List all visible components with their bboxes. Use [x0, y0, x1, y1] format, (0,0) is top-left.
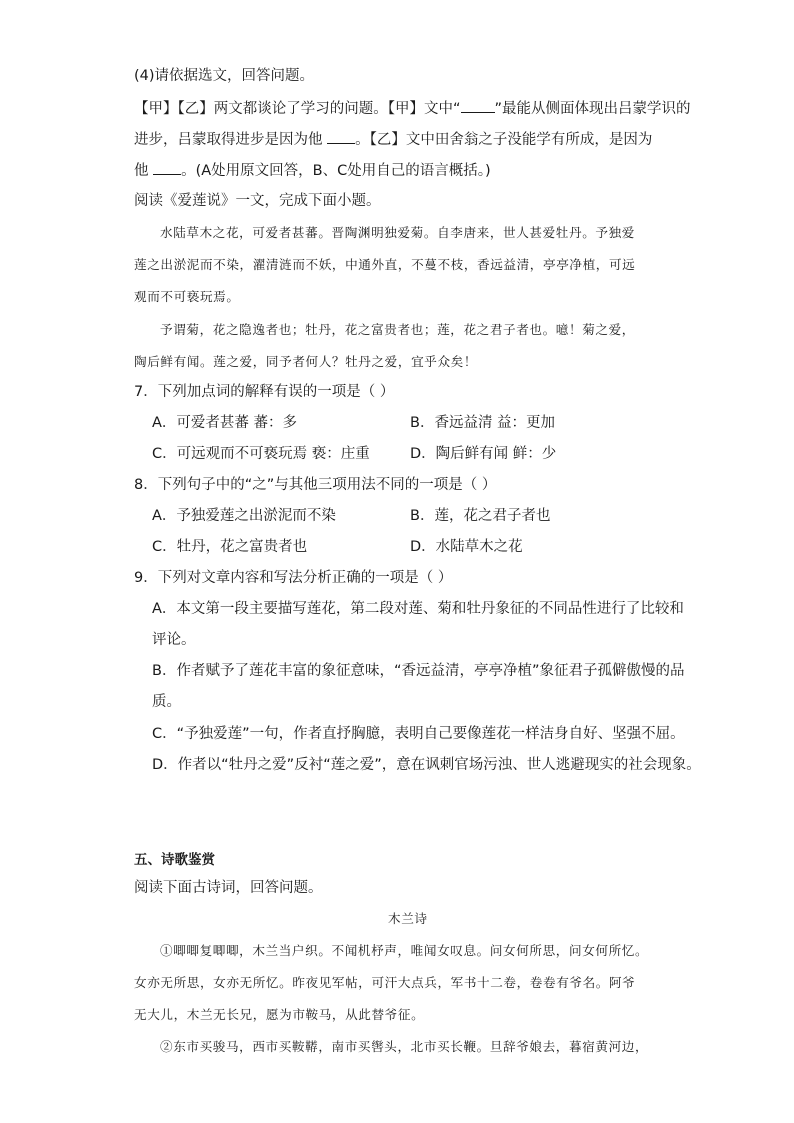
q9-option-b[interactable]: B．作者赋予了莲花丰富的象征意味，“香远益清，亭亭净植”象征君子孤僻傲慢的品 — [152, 663, 685, 679]
ailian-p1-line-2: 莲之出淤泥而不染，濯清涟而不妖，中通外直，不蔓不枝，香远益清，亭亭净植，可远 — [134, 257, 636, 272]
q8-stem: 8．下列句子中的“之”与其他三项用法不同的一项是（ ） — [134, 477, 497, 493]
q8-option-c[interactable]: C．牡丹，花之富贵者也 — [152, 539, 308, 555]
q9-option-d[interactable]: D．作者以“牡丹之爱”反衬“莲之爱”，意在讽刺官场污浊、世人逃避现实的社会现象。 — [152, 757, 701, 773]
q7-stem: 7．下列加点词的解释有误的一项是（ ） — [134, 384, 395, 400]
q4-line-3-text-a: 他 — [134, 163, 154, 179]
poem-p1-line-2: 女亦无所思，女亦无所忆。昨夜见军帖，可汗大点兵，军书十二卷，卷卷有爷名。阿爷 — [134, 975, 636, 990]
q4-line-3 — [134, 160, 491, 181]
q4-line-2 — [134, 129, 652, 150]
answer-blank-a[interactable] — [461, 98, 495, 113]
q4-line-1 — [134, 98, 691, 119]
q7-option-b[interactable]: B．香远益清 益：更加 — [410, 415, 556, 431]
q7-option-a[interactable]: A．可爱者甚蕃 蕃：多 — [152, 415, 298, 431]
q8-option-a[interactable]: A．予独爱莲之出淤泥而不染 — [152, 508, 336, 524]
q8-option-b[interactable]: B．莲，花之君子者也 — [410, 508, 551, 524]
q4-title: (4)请依据选文，回答问题。 — [134, 68, 315, 84]
ailian-intro: 阅读《爱莲说》一文，完成下面小题。 — [134, 193, 381, 209]
q4-line-2-text-b: 。【乙】文中田舍翁之子没能学有所成，是因为 — [355, 132, 653, 148]
q9-option-a[interactable]: A．本文第一段主要描写莲花，第二段对莲、菊和牡丹象征的不同品性进行了比较和 — [152, 601, 684, 617]
q7-option-c[interactable]: C．可远观而不可亵玩焉 亵：庄重 — [152, 446, 370, 462]
poem-p1-line-1: ①唧唧复唧唧，木兰当户织。不闻机杼声，唯闻女叹息。问女何所思，问女何所忆。 — [160, 943, 649, 958]
poem-p1-line-3: 无大儿，木兰无长兄，愿为市鞍马，从此替爷征。 — [134, 1007, 425, 1022]
q7-option-d[interactable]: D．陶后鲜有闻 鲜：少 — [410, 446, 557, 462]
q4-line-1-text-a: 【甲】【乙】两文都谈论了学习的问题。【甲】文中“ — [134, 101, 461, 117]
answer-blank-b[interactable] — [327, 129, 355, 144]
q8-option-d[interactable]: D．水陆草木之花 — [410, 539, 523, 555]
q9-option-c[interactable]: C．“予独爱莲”一句，作者直抒胸臆，表明自己要像莲花一样洁身自好、坚强不屈。 — [152, 726, 685, 742]
q9-option-a-continued: 评论。 — [152, 632, 196, 648]
ailian-p1-line-1: 水陆草木之花，可爱者甚蕃。晋陶渊明独爱菊。自李唐来，世人甚爱牡丹。予独爱 — [160, 225, 635, 240]
q4-line-1-text-b: ”最能从侧面体现出吕蒙学识的 — [494, 101, 691, 117]
poem-title: 木兰诗 — [388, 911, 428, 926]
ailian-p1-line-3: 观而不可亵玩焉。 — [134, 289, 240, 304]
ailian-p2-line-1: 予谓菊，花之隐逸者也；牡丹，花之富贵者也；莲，花之君子者也。噫！菊之爱， — [160, 322, 635, 337]
section-heading: 五、诗歌鉴赏 — [134, 852, 215, 868]
answer-blank-c[interactable] — [153, 160, 181, 175]
q9-option-b-continued: 质。 — [152, 694, 181, 710]
poem-p2-line-1: ②东市买骏马，西市买鞍鞯，南市买辔头，北市买长鞭。旦辞爷娘去，暮宿黄河边， — [160, 1039, 649, 1054]
ailian-p2-line-2: 陶后鲜有闻。莲之爱，同予者何人？牡丹之爱，宜乎众矣！ — [134, 354, 478, 369]
q4-line-3-text-b: 。(A处用原文回答，B、C处用自己的语言概括。) — [181, 163, 491, 179]
q4-line-2-text-a: 进步，吕蒙取得进步是因为他 — [134, 132, 328, 148]
section-intro: 阅读下面古诗词，回答问题。 — [134, 880, 323, 896]
q9-stem: 9．下列对文章内容和写法分析正确的一项是（ ） — [134, 570, 453, 586]
